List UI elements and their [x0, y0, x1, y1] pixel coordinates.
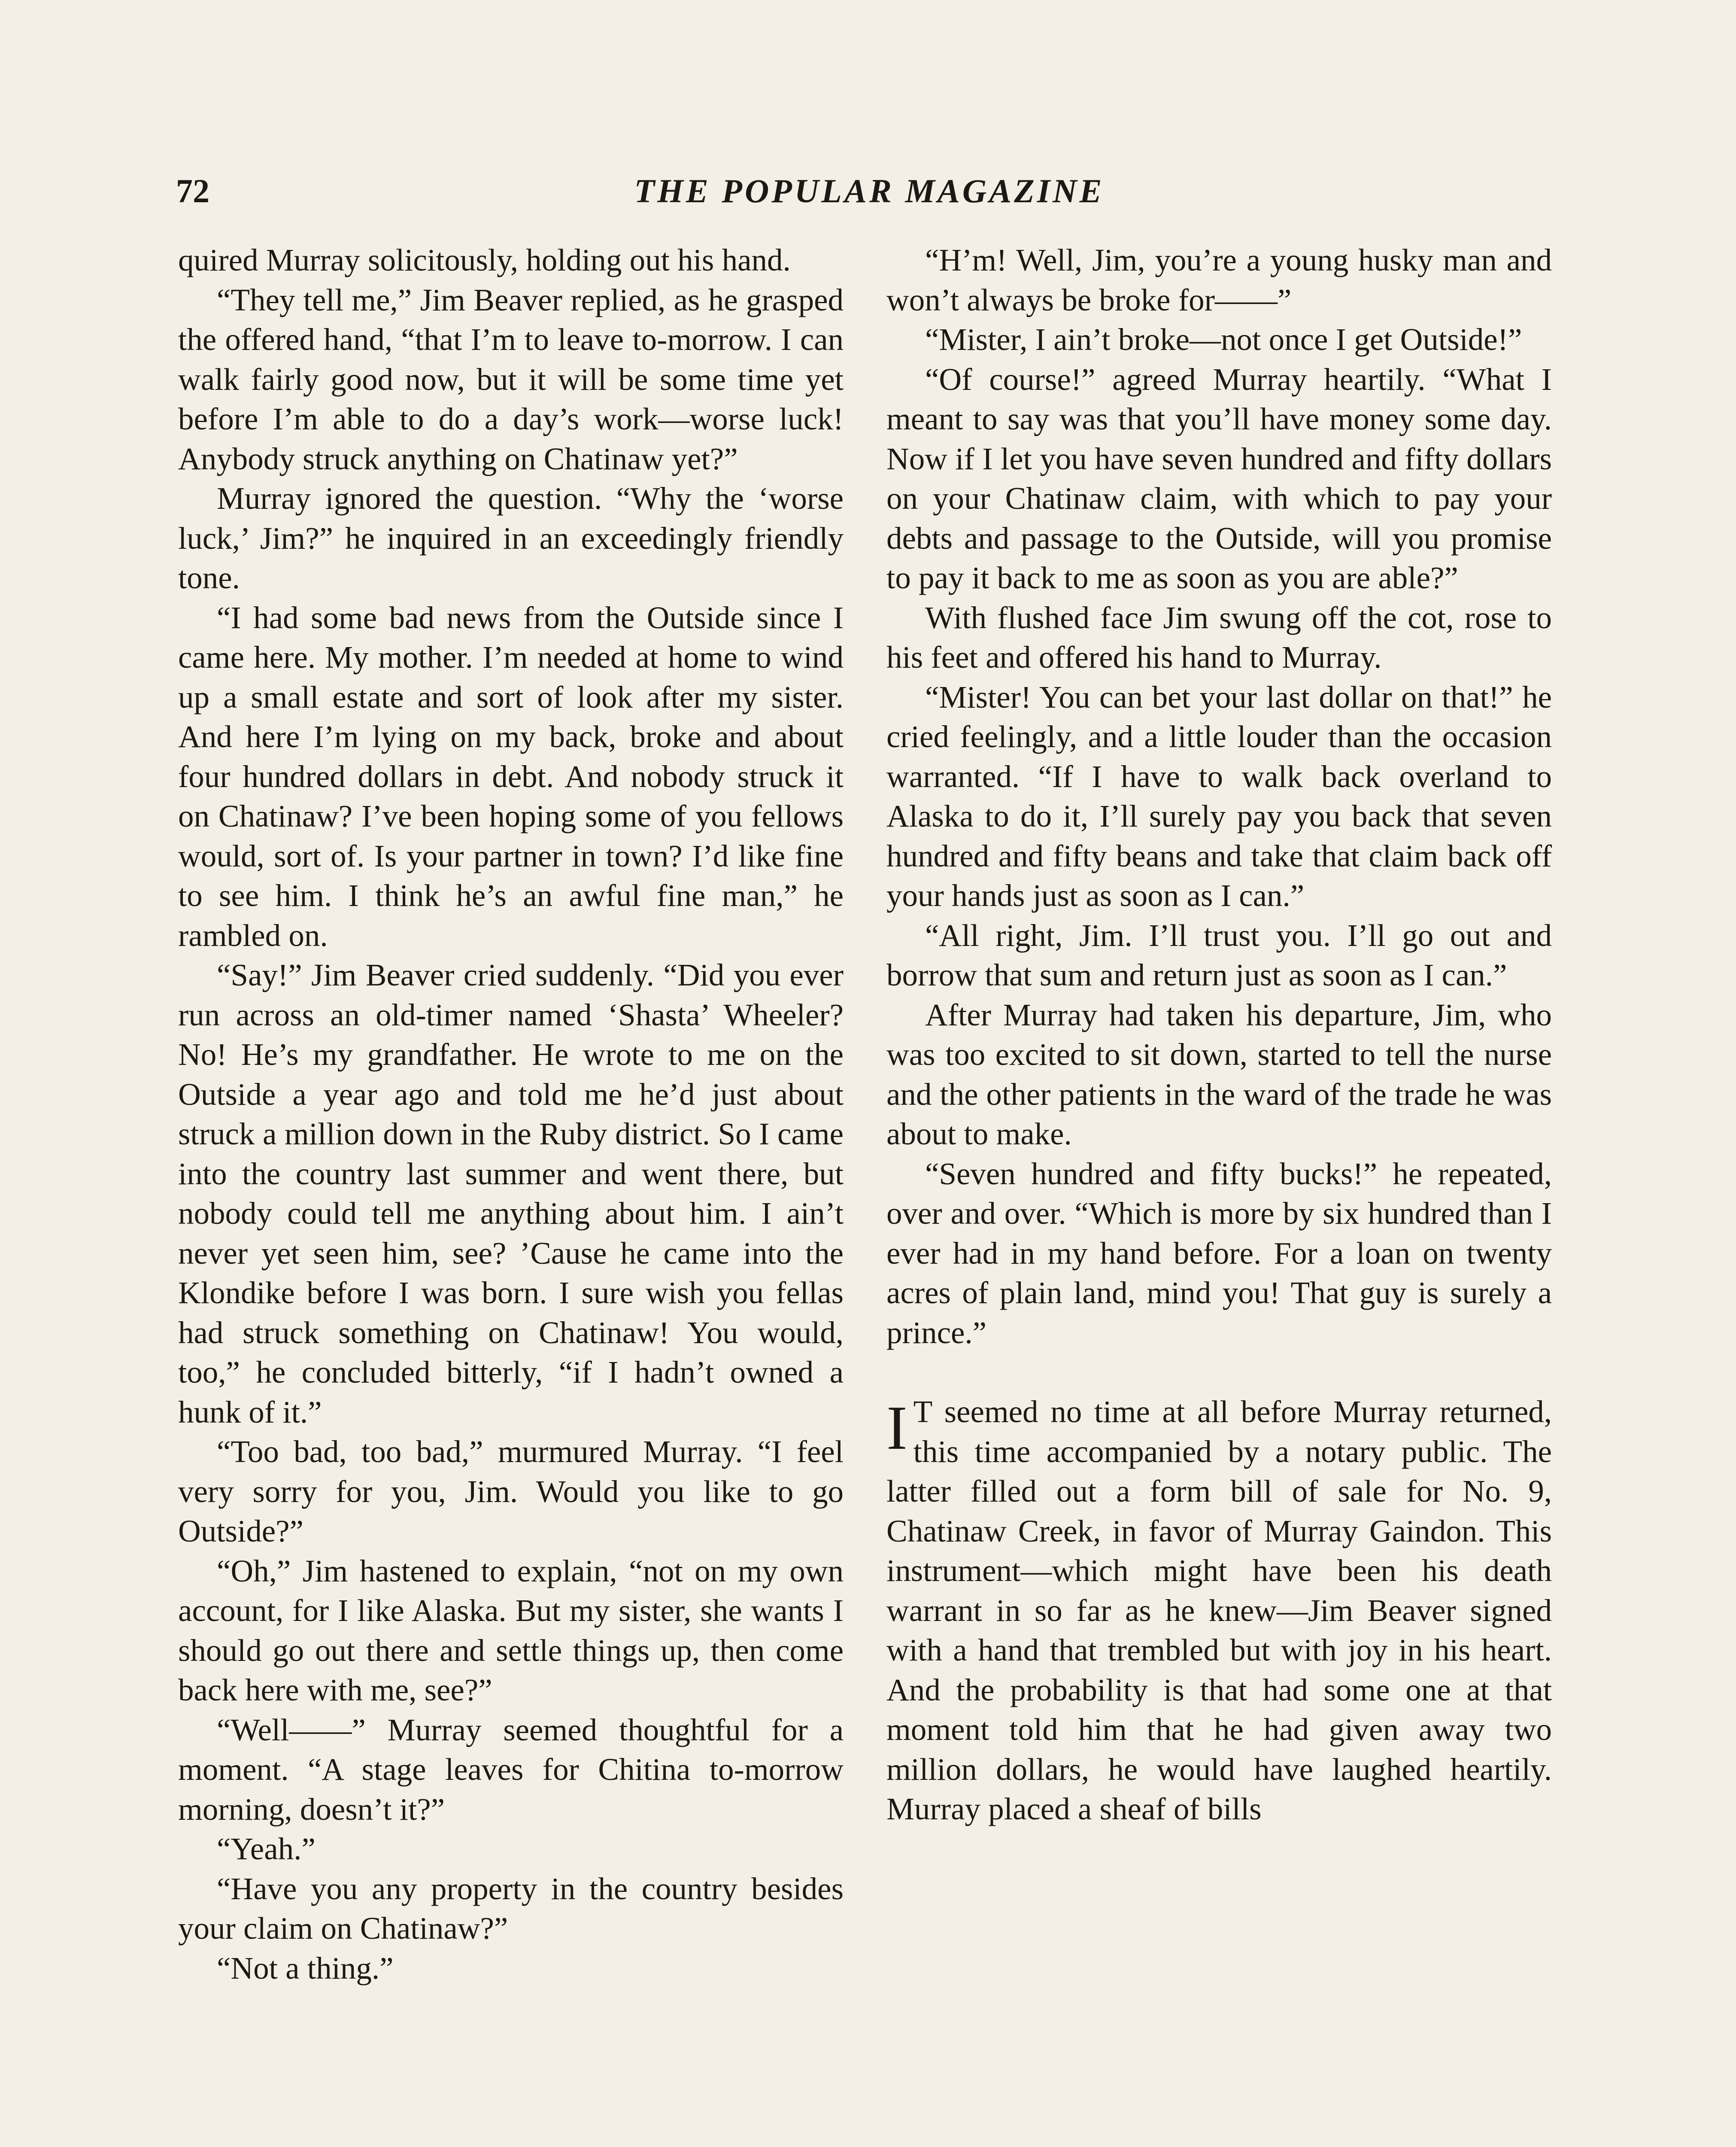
- paragraph: “Well——” Murray seemed thoughtful for a moment. “A stage leaves for Chitina to-morrow morning, doesn’t it?”: [178, 1712, 844, 1827]
- paragraph: “H’m! Well, Jim, you’re a young husky man and won’t always be broke for——”: [886, 243, 1552, 317]
- section-paragraph: [886, 1392, 1552, 1829]
- section-text: T seemed no time at all before Murray returned, this time accompanied by a notary public. The latter filled out a form bill of sale for No. 9, Chatinaw Creek, in favor of Murray Gaindon. This instrument—which might have been his death warrant in so far as he knew—Jim Beaver signed with a hand that trembled but with joy in his heart. And the probability is that had some one at that moment told him that he had given away two million dollars, he would have laughed heartily. Murray placed a sheaf of bills: [886, 1394, 1552, 1826]
- running-head: THE POPULAR MAGAZINE: [634, 172, 1105, 210]
- paragraph: “I had some bad news from the Outside since I came here. My mother. I’m needed at home to wind up a small estate and sort of look after my sister. And here I’m lying on my back, broke and about four hundred dollars in debt. And nobody struck it on Chatinaw? I’ve been hoping some of you fellows would, sort of. Is your partner in town? I’d like fine to see him. I think he’s an awful fine man,” he rambled on.: [178, 600, 844, 953]
- paragraph: “Too bad, too bad,” murmured Murray. “I feel very sorry for you, Jim. Would you like to go Outside?”: [178, 1434, 844, 1548]
- paragraph: Murray ignored the question. “Why the ‘worse luck,’ Jim?” he inquired in an exceedingly friendly tone.: [178, 481, 844, 595]
- left-column: [178, 240, 844, 1988]
- paragraph: “Seven hundred and fifty bucks!” he repeated, over and over. “Which is more by six hundred than I ever had in my hand before. For a loan on twenty acres of plain land, mind you! That guy is surely a prince.”: [886, 1156, 1552, 1350]
- paragraph: “Not a thing.”: [217, 1950, 394, 1986]
- paragraph: “They tell me,” Jim Beaver replied, as he grasped the offered hand, “that I’m to leave to-morrow. I can walk fairly good now, but it will be some time yet before I’m able to do a day’s work—worse luck! Anybody struck anything on Chatinaw yet?”: [178, 282, 844, 476]
- paragraph: “Of course!” agreed Murray heartily. “What I meant to say was that you’ll have money some day. Now if I let you have seven hundred and fifty dollars on your Chatinaw claim, with which to pay your debts and passage to the Outside, will you promise to pay it back to me as soon as you are able?”: [886, 362, 1552, 595]
- drop-cap: I: [886, 1393, 907, 1463]
- paragraph: With flushed face Jim swung off the cot, rose to his feet and offered his hand to Murray.: [886, 600, 1552, 675]
- paragraph: quired Murray solicitously, holding out his hand.: [178, 243, 791, 277]
- paragraph: “Yeah.”: [217, 1831, 316, 1866]
- paragraph: “Mister! You can bet your last dollar on that!” he cried feelingly, and a little louder than the occasion warranted. “If I have to walk back overland to Alaska to do it, I’ll surely pay you back that seven hundred and fifty beans and take that claim back off your hands just as soon as I can.”: [886, 679, 1552, 913]
- page-header: [176, 163, 1563, 219]
- section-break: [886, 1353, 1552, 1392]
- page-number: 72: [176, 172, 209, 210]
- paragraph: “Say!” Jim Beaver cried suddenly. “Did you ever run across an old-timer named ‘Shasta’ Wheeler? No! He’s my grandfather. He wrote to me on the Outside a year ago and told me he’d just about struck a million down in the Ruby district. So I came into the country last summer and went there, but nobody could tell me anything about him. I ain’t never yet seen him, see? ’Cause he came into the Klondike before I was born. I sure wish you fellas had struck something on Chatinaw! You would, too,” he concluded bitterly, “if I hadn’t owned a hunk of it.”: [178, 958, 844, 1429]
- paragraph: After Murray had taken his departure, Jim, who was too excited to sit down, started to tell the nurse and the other patients in the ward of the trade he was about to make.: [886, 997, 1552, 1151]
- paragraph: “Mister, I ain’t broke—not once I get Outside!”: [925, 322, 1522, 357]
- paragraph: “All right, Jim. I’ll trust you. I’ll go out and borrow that sum and return just as soon as I can.”: [886, 918, 1552, 992]
- right-column: [886, 240, 1552, 1829]
- paragraph: “Have you any property in the country besides your claim on Chatinaw?”: [178, 1871, 844, 1946]
- paragraph: “Oh,” Jim hastened to explain, “not on my own account, for I like Alaska. But my sister, she wants I should go out there and settle things up, then come back here with me, see?”: [178, 1553, 844, 1707]
